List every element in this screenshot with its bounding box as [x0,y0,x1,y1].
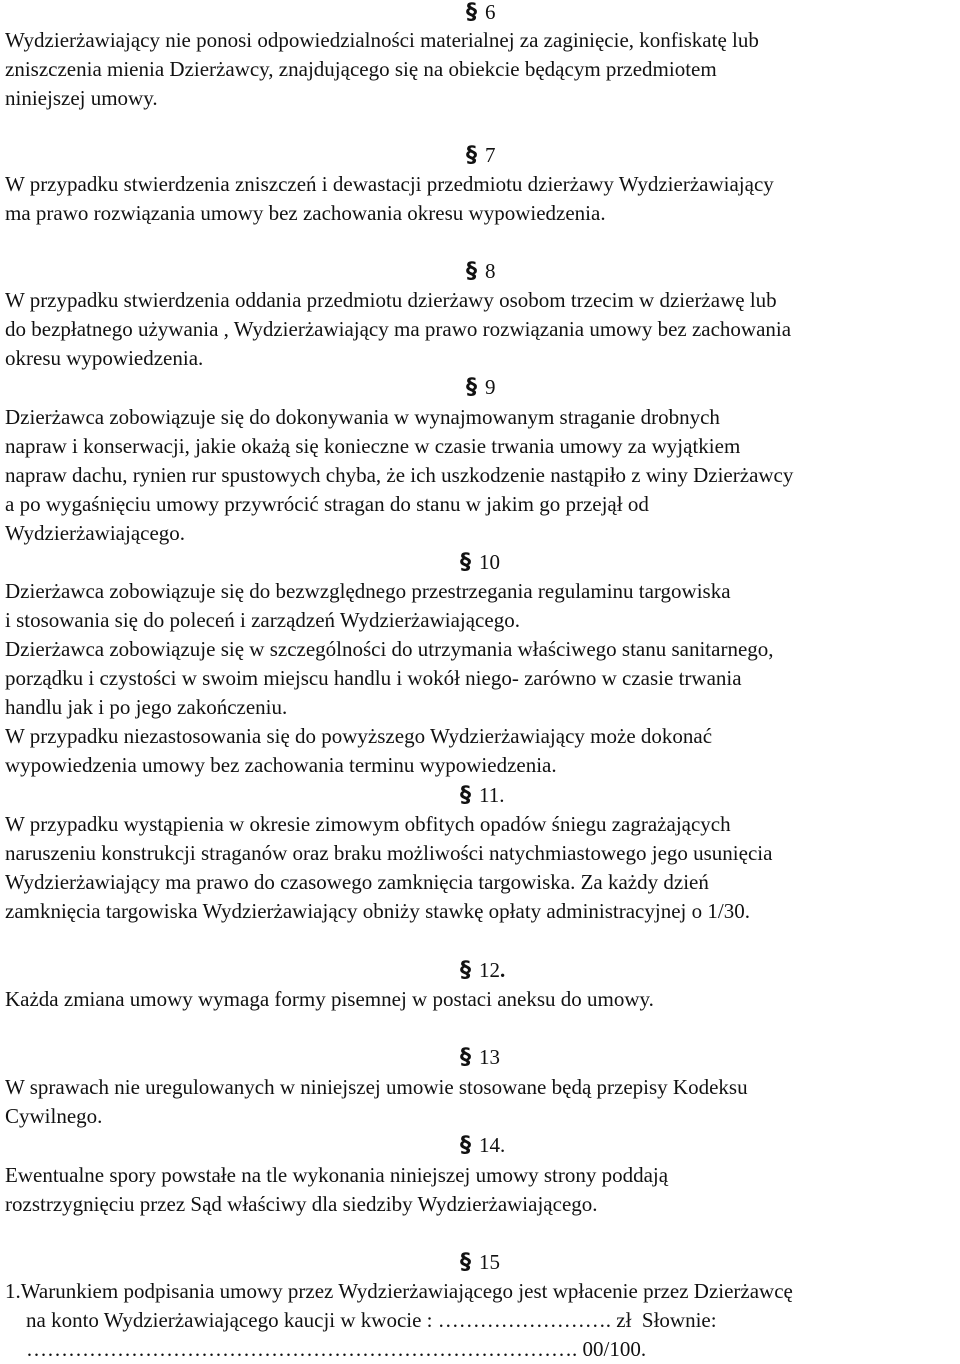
section-heading-14 [460,1131,505,1160]
paragraph-line: a po wygaśnięciu umowy przywrócić stragan do stanu w jakim go przejął od [5,492,649,516]
section-heading-12 [460,956,505,985]
section-heading-6 [466,0,496,27]
section-sign: § [466,375,477,400]
paragraph-line: Dzierżawca zobowiązuje się do dokonywania w wynajmowanym straganie drobnych [5,405,720,429]
paragraph-line: W sprawach nie uregulowanych w niniejszej umowie stosowane będą przepisy Kodeksu [5,1075,748,1099]
section-number: 8 [485,259,496,283]
paragraph-line: okresu wypowiedzenia. [5,346,204,370]
section-number: 14. [479,1133,506,1157]
paragraph-line: niniejszej umowy. [5,86,158,110]
paragraph-line: zamknięcia targowiska Wydzierżawiający obniży stawkę opłaty administracyjnej o 1/30. [5,899,750,923]
paragraph-line: 1.Warunkiem podpisania umowy przez Wydzierżawiającego jest wpłacenie przez Dzierżawcę [5,1279,793,1303]
section-heading-8 [466,257,496,286]
section-number: 6 [485,0,496,24]
paragraph-line: Wydzierżawiający ma prawo do czasowego zamknięcia targowiska. Za każdy dzień [5,870,709,894]
section-sign: § [466,143,477,168]
section-sign: § [460,550,471,575]
section-number: 11. [479,783,505,807]
paragraph-line: i stosowania się do poleceń i zarządzeń Wydzierżawiającego. [5,608,520,632]
paragraph-line: Cywilnego. [5,1104,103,1128]
section-heading-11 [460,781,504,810]
paragraph-line: Wydzierżawiający nie ponosi odpowiedzialności materialnej za zaginięcie, konfiskatę lub [5,28,759,52]
paragraph-line: ……………………………………………………………………. 00/100. [5,1337,647,1361]
section-heading-10 [460,548,500,577]
section-number-suffix: . [500,958,506,982]
paragraph-line: naruszeniu konstrukcji straganów oraz braku możliwości natychmiastowego jego usunięcia [5,841,773,865]
section-number: 15 [479,1250,500,1274]
paragraph-line: W przypadku wystąpienia w okresie zimowym obfitych opadów śniegu zagrażających [5,812,731,836]
section-number: 12 [479,958,500,982]
section-sign: § [460,1045,471,1070]
paragraph-line: W przypadku stwierdzenia oddania przedmiotu dzierżawy osobom trzecim w dzierżawę lub [5,288,777,312]
section-heading-9 [466,373,496,402]
section-heading-13 [460,1043,500,1072]
paragraph-line: napraw dachu, rynien rur spustowych chyba, że ich uszkodzenie nastąpiło z winy Dzierżawcy [5,463,794,487]
paragraph-line: W przypadku stwierdzenia zniszczeń i dewastacji przedmiotu dzierżawy Wydzierżawiający [5,172,774,196]
paragraph-line: Dzierżawca zobowiązuje się w szczególności do utrzymania właściwego stanu sanitarnego, [5,637,774,661]
section-number: 7 [485,143,496,167]
paragraph-line: rozstrzygnięciu przez Sąd właściwy dla siedziby Wydzierżawiającego. [5,1192,598,1216]
paragraph-line: ma prawo rozwiązania umowy bez zachowania okresu wypowiedzenia. [5,201,606,225]
section-sign: § [460,1133,471,1158]
section-sign: § [460,1250,471,1275]
section-sign: § [466,259,477,284]
paragraph-line: na konto Wydzierżawiającego kaucji w kwocie : ……………………. zł Słownie: [5,1308,717,1332]
paragraph-line: W przypadku niezastosowania się do powyższego Wydzierżawiający może dokonać [5,724,713,748]
section-heading-7 [466,141,496,170]
paragraph-line: wypowiedzenia umowy bez zachowania terminu wypowiedzenia. [5,753,557,777]
section-sign: § [460,783,471,808]
paragraph-line: Wydzierżawiającego. [5,521,186,545]
paragraph-line: zniszczenia mienia Dzierżawcy, znajdującego się na obiekcie będącym przedmiotem [5,57,717,81]
paragraph-line: do bezpłatnego używania , Wydzierżawiający ma prawo rozwiązania umowy bez zachowania [5,317,792,341]
section-number: 10 [479,550,500,574]
paragraph-line: handlu jak i po jego zakończeniu. [5,695,288,719]
section-heading-15 [460,1248,500,1277]
paragraph-line: porządku i czystości w swoim miejscu handlu i wokół niego- zarówno w czasie trwania [5,666,742,690]
paragraph-line: Każda zmiana umowy wymaga formy pisemnej w postaci aneksu do umowy. [5,987,654,1011]
section-sign: § [460,958,471,983]
paragraph-line: napraw i konserwacji, jakie okażą się konieczne w czasie trwania umowy za wyjątkiem [5,434,741,458]
section-number: 9 [485,375,496,399]
section-number: 13 [479,1045,500,1069]
paragraph-line: Dzierżawca zobowiązuje się do bezwzględnego przestrzegania regulaminu targowiska [5,579,731,603]
section-sign: § [466,0,477,25]
paragraph-line: Ewentualne spory powstałe na tle wykonania niniejszej umowy strony poddają [5,1163,669,1187]
